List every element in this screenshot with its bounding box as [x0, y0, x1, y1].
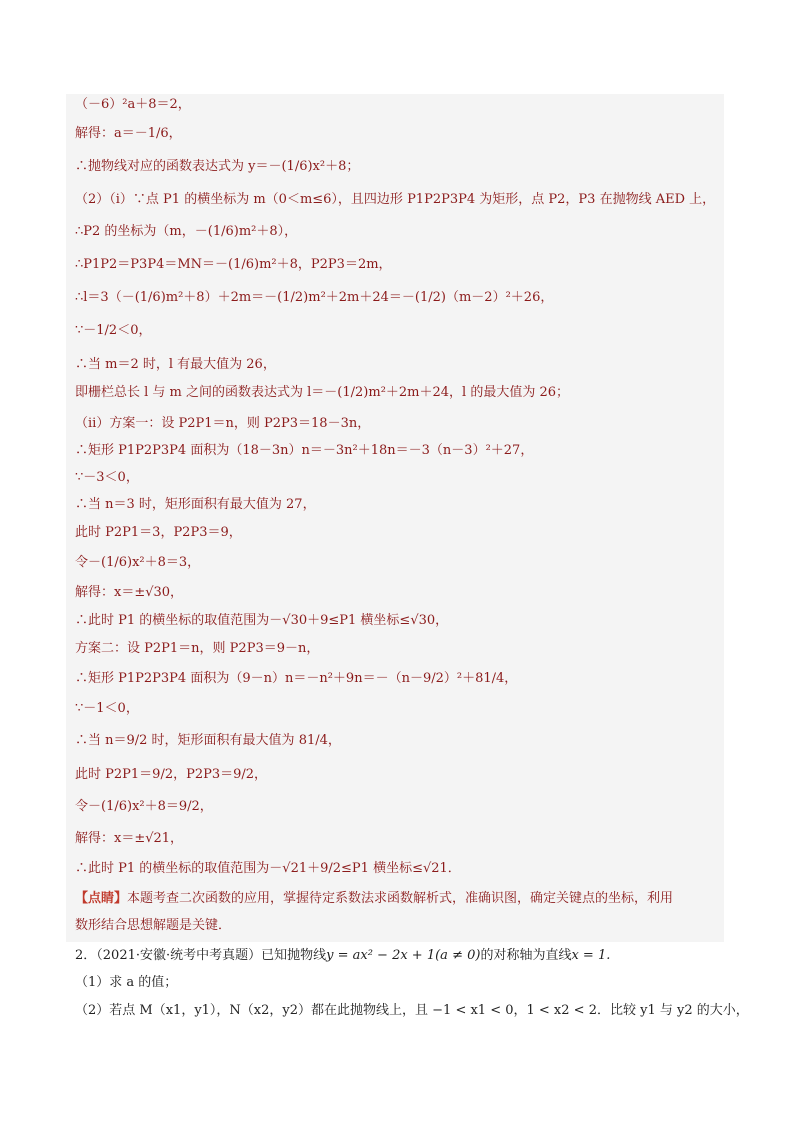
- solution-line: ∴当 n＝9/2 时，矩形面积有最大值为 81/4，: [75, 733, 341, 748]
- solution-line: 方案二：设 P2P1＝n，则 P2P3＝9－n，: [75, 641, 320, 656]
- solution-line: 此时 P2P1＝3，P2P3＝9，: [75, 525, 242, 540]
- solution-line: ∵－3＜0，: [75, 470, 139, 485]
- solution-line: ∴l＝3（－(1/6)m²＋8）＋2m＝－(1/2)m²＋2m＋24＝－(1/2)（m－2）²＋26，: [75, 290, 554, 305]
- solution-line: 解得：x＝±√30，: [75, 585, 184, 600]
- solution-line: ∴P2 的坐标为（m，－(1/6)m²＋8），: [75, 224, 298, 239]
- solution-line: （－6）²a＋8＝2，: [75, 97, 191, 112]
- solution-line: ∴P1P2＝P3P4＝MN＝－(1/6)m²＋8，P2P3＝2m，: [75, 257, 392, 272]
- question-2-part-1: （1）求 a 的值；: [75, 975, 178, 990]
- solution-line: 解得：a＝－1/6，: [75, 126, 182, 141]
- solution-line: 此时 P2P1＝9/2，P2P3＝9/2，: [75, 767, 268, 782]
- solution-line: ∵－1/2＜0，: [75, 323, 152, 338]
- solution-line: ∴当 m＝2 时，l 有最大值为 26，: [75, 357, 276, 372]
- solution-line: （ⅱ）方案一：设 P2P1＝n，则 P2P3＝18－3n，: [75, 416, 371, 431]
- solution-line: ∴矩形 P1P2P3P4 面积为（18－3n）n＝－3n²＋18n＝－3（n－3）²＋27，: [75, 443, 534, 458]
- solution-line: ∴此时 P1 的横坐标的取值范围为－√30＋9≤P1 横坐标≤√30，: [75, 613, 449, 628]
- solution-line: ∴抛物线对应的函数表达式为 y＝－(1/6)x²＋8；: [75, 159, 360, 174]
- comment-line: 数形结合思想解题是关键．: [75, 918, 232, 933]
- question-2-part-2: （2）若点 M（x1，y1），N（x2，y2）都在此抛物线上，且 −1 < x1 < 0，1 < x2 < 2．比较 y1 与 y2 的大小，: [75, 1003, 749, 1018]
- solution-line: 令－(1/6)x²＋8＝9/2，: [75, 799, 213, 814]
- solution-line: ∵－1＜0，: [75, 701, 139, 716]
- comment-label: 【点睛】: [75, 891, 128, 906]
- solution-line: 令－(1/6)x²＋8＝3，: [75, 555, 201, 570]
- solution-line: 即栅栏总长 l 与 m 之间的函数表达式为 l＝－(1/2)m²＋2m＋24，l 的最大值为 26；: [75, 385, 570, 400]
- solution-line: ∴此时 P1 的横坐标的取值范围为－√21＋9/2≤P1 横坐标≤√21．: [75, 861, 461, 876]
- solution-line: ∴矩形 P1P2P3P4 面积为（9－n）n＝－n²＋9n＝－（n－9/2）²＋81/4，: [75, 671, 518, 686]
- solution-line: 解得：x＝±√21，: [75, 831, 184, 846]
- solution-line: （2）（ⅰ）∵点 P1 的横坐标为 m（0＜m≤6），且四边形 P1P2P3P4 为矩形，点 P2，P3 在抛物线 AED 上，: [75, 192, 716, 207]
- comment-line: 【点睛】本题考查二次函数的应用，掌握待定系数法求函数解析式，准确识图，确定关键点的坐标，利用: [75, 891, 674, 906]
- solution-line: ∴当 n＝3 时，矩形面积有最大值为 27，: [75, 497, 316, 512]
- question-2-stem: 2．（2021·安徽·统考中考真题）已知抛物线y = ax² − 2x + 1(a ≠ 0)的对称轴为直线x = 1.: [75, 948, 611, 963]
